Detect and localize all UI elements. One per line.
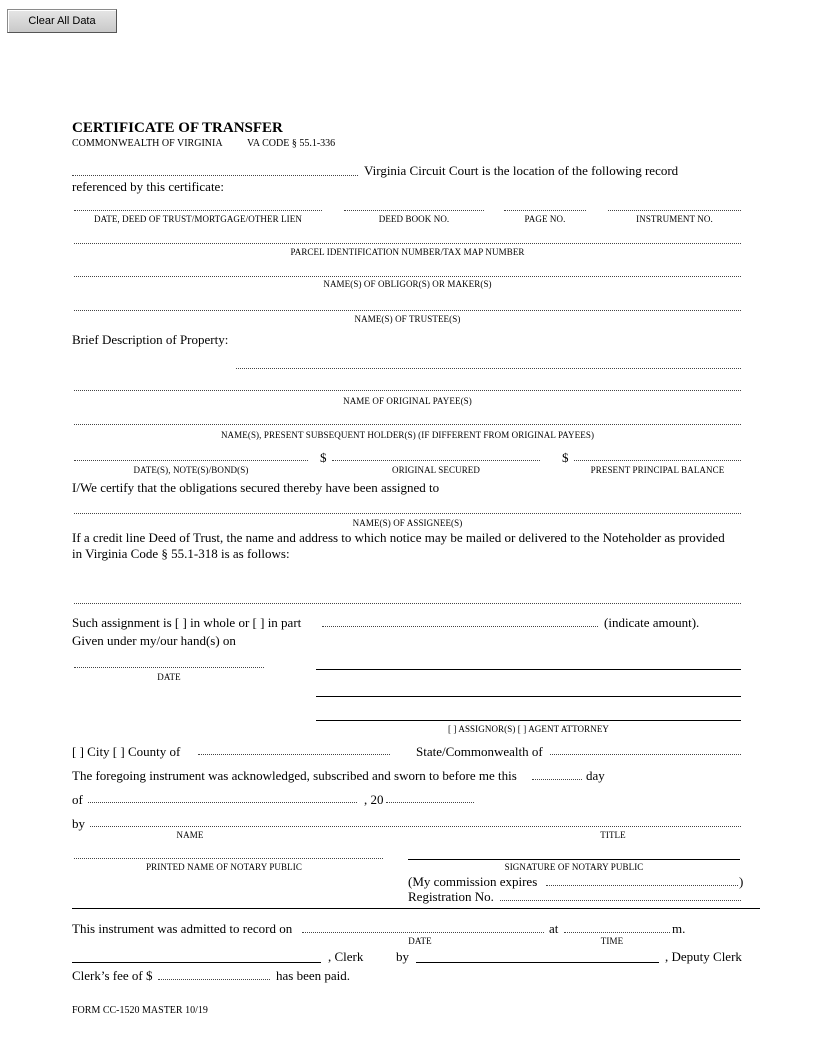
ack-year-line [386,802,474,803]
city-county-text: [ ] City [ ] County of [72,744,181,759]
trustee-label: NAME(S) OF TRUSTEE(S) [354,314,461,324]
deputy-clerk-line [416,962,659,963]
fee-paid-text: has been paid. [276,968,351,983]
deed-date-line [74,210,322,211]
commission-text: (My commission expires [408,874,538,889]
credit-line-text-2: in Virginia Code § 55.1-318 is as follows: [72,546,290,561]
signature-line-3 [316,720,741,721]
certify-text: I/We certify that the obligations secured thereby have been assigned to [72,480,440,495]
brief-description-line-1 [236,368,741,369]
credit-line-text: If a credit line Deed of Trust, the name and address to which notice may be mailed or delivered to the Noteholder as provided [72,530,725,545]
obligor-line [74,276,741,277]
year-prefix: , 20 [364,792,384,807]
page-no-label: PAGE NO. [524,214,566,224]
trustee-field[interactable] [74,296,741,311]
state-line [550,754,741,755]
commission-close: ) [739,874,744,889]
form-number: FORM CC-1520 MASTER 10/19 [72,1005,208,1016]
assignment-amount-line [322,626,598,627]
clerk-text: , Clerk [328,949,364,964]
name-label: NAME [176,830,204,840]
deed-date-label: DATE, DEED OF TRUST/MORTGAGE/OTHER LIEN [94,214,302,224]
deed-book-label: DEED BOOK NO. [378,214,450,224]
court-text: Virginia Circuit Court is the location of the following record [364,163,679,178]
by-line [90,826,741,827]
parcel-field[interactable] [74,229,741,244]
signature-line-1 [316,669,741,670]
assignee-label: NAME(S) OF ASSIGNEE(S) [352,518,463,528]
registration-line [500,900,741,901]
notary-printed-name-label: PRINTED NAME OF NOTARY PUBLIC [146,862,302,872]
day-text: day [586,768,605,783]
clear-all-data-button[interactable]: Clear All Data [7,9,117,33]
assignor-label: [ ] ASSIGNOR(S) [ ] AGENT ATTORNEY [447,724,610,734]
ack-month-line [88,802,357,803]
acknowledged-text: The foregoing instrument was acknowledged, subscribed and sworn to before me this [72,768,517,783]
notary-printed-name-line [74,858,383,859]
original-secured-line [332,460,540,461]
present-balance-label: PRESENT PRINCIPAL BALANCE [590,465,725,475]
court-name-line [72,175,358,176]
m-text: m. [672,921,686,936]
holder-label: NAME(S), PRESENT SUBSEQUENT HOLDER(S) (IF DIFFERENT FROM ORIGINAL PAYEES) [220,430,595,440]
note-dates-label: DATE(S), NOTE(S)/BOND(S) [133,465,249,475]
state-text: State/Commonwealth of [416,744,543,759]
ack-day-line [532,779,582,780]
instrument-no-line [608,210,741,211]
record-date-line [302,932,544,933]
notary-signature-line [408,859,740,860]
page-title: CERTIFICATE OF TRANSFER [72,120,283,136]
by-text: by [72,816,85,831]
by-deputy-text: by [396,949,409,964]
record-date-label: DATE [408,936,432,946]
parcel-label: PARCEL IDENTIFICATION NUMBER/TAX MAP NUMBER [290,247,525,257]
dollar-sign: $ [320,450,327,465]
signature-line-2 [316,696,741,697]
trustee-line [74,310,741,311]
clerk-name-line [72,962,321,963]
noteholder-address-line [74,603,741,604]
obligor-label: NAME(S) OF OBLIGOR(S) OR MAKER(S) [323,279,492,289]
brief-description-label: Brief Description of Property: [72,332,229,347]
at-text: at [549,921,559,936]
given-under-text: Given under my/our hand(s) on [72,633,236,648]
original-secured-label: ORIGINAL SECURED [391,465,480,475]
parcel-line [74,243,741,244]
subtitle: COMMONWEALTH OF VIRGINIA [72,138,223,149]
va-code: VA CODE § 55.1-336 [247,138,336,149]
registration-text: Registration No. [408,889,494,904]
note-dates-line [74,460,308,461]
court-text-2: referenced by this certificate: [72,179,224,194]
record-time-line [564,932,670,933]
section-divider [72,908,760,909]
record-time-label: TIME [600,936,624,946]
given-date-label: DATE [157,672,181,682]
commission-line [546,885,738,886]
county-line [198,754,390,755]
holder-line [74,424,741,425]
notary-signature-label: SIGNATURE OF NOTARY PUBLIC [504,862,644,872]
fee-text: Clerk’s fee of $ [72,968,153,983]
present-balance-line [574,460,741,461]
obligor-field[interactable] [74,262,741,277]
admitted-text: This instrument was admitted to record on [72,921,293,936]
dollar-sign-2: $ [562,450,569,465]
brief-description-line-2 [74,390,741,391]
given-date-line [74,667,264,668]
title-label: TITLE [600,830,626,840]
assignee-line [74,513,741,514]
instrument-no-label: INSTRUMENT NO. [636,214,713,224]
clerk-fee-line [158,979,270,980]
payee-label: NAME OF ORIGINAL PAYEE(S) [343,396,472,406]
of-text: of [72,792,83,807]
page-no-line [504,210,586,211]
assignment-text: Such assignment is [ ] in whole or [ ] in part [72,615,302,630]
deed-book-line [344,210,484,211]
deputy-clerk-text: , Deputy Clerk [665,949,742,964]
indicate-amount-text: (indicate amount). [604,615,700,630]
